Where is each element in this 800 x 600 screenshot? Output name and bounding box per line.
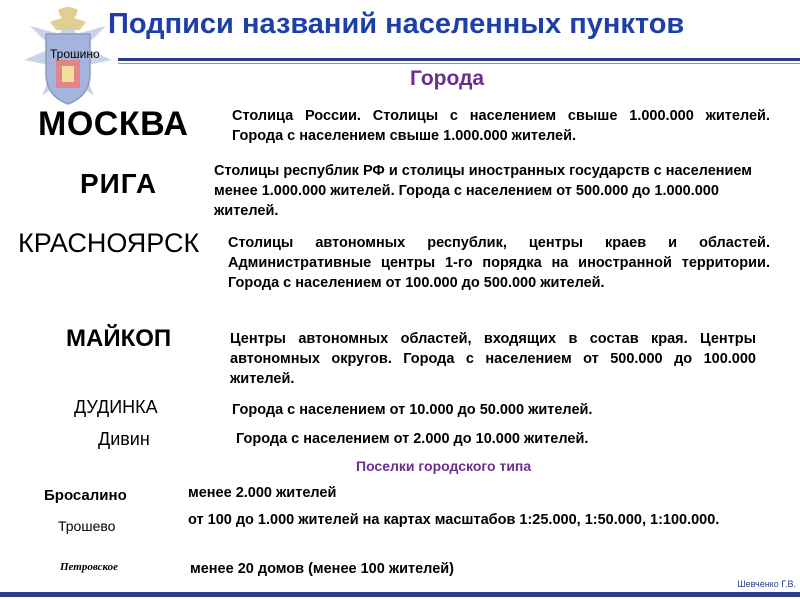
- city-description-riga: Столицы республик РФ и столицы иностранных государств с населением менее 1.000.000 жителей. Города с населением от 500.000 до 1.000.000 жителей.: [214, 163, 753, 219]
- section-heading-cities: Города: [410, 67, 485, 90]
- city-description-moscow: Столица России. Столицы с населением свыше 1.000.000 жителей. Города с населением свыше 1.000.000 жителей.: [232, 108, 770, 144]
- city-label-divin: Дивин: [98, 429, 150, 449]
- settlement-description-brosalino: менее 2.000 жителей: [188, 485, 337, 501]
- settlement-label-brosalino: Бросалино: [44, 487, 127, 504]
- section-heading-settlements: Поселки городского типа: [356, 458, 532, 474]
- city-label-moscow: МОСКВА: [38, 105, 189, 143]
- title-divider: [118, 58, 800, 61]
- city-label-krasnoyarsk: КРАСНОЯРСК: [18, 228, 200, 258]
- city-description-krasnoyarsk: Столицы автономных республик, центры краев и областей. Административные центры 1-го порядка на иностранной территории. Города с населением от 100.000 до 500.000 жителей.: [228, 235, 770, 291]
- emblem-caption: Трошино: [50, 47, 100, 61]
- settlement-label-troshevo: Трошево: [58, 518, 116, 534]
- slide-title: Подписи названий населенных пунктов: [108, 8, 685, 40]
- settlement-description-troshevo: от 100 до 1.000 жителей на картах масштабов 1:25.000, 1:50.000, 1:100.000.: [188, 512, 720, 528]
- city-description-dudinka: Города с населением от 10.000 до 50.000 жителей.: [232, 402, 593, 418]
- city-description-divin: Города с населением от 2.000 до 10.000 жителей.: [236, 431, 589, 447]
- city-label-riga: РИГА: [80, 168, 158, 199]
- settlement-label-petrovskoe: Петровское: [60, 561, 119, 573]
- author-signature: Шевченко Г.В.: [737, 579, 796, 589]
- title-divider-thin: [118, 63, 800, 64]
- city-description-maykop: Центры автономных областей, входящих в состав края. Центры автономных округов. Города с населением от 500.000 до 100.000 жителей.: [230, 331, 756, 387]
- city-label-dudinka: ДУДИНКА: [74, 397, 158, 417]
- city-label-maykop: МАЙКОП: [66, 325, 172, 352]
- footer-divider: [0, 592, 800, 597]
- settlement-description-petrovskoe: менее 20 домов (менее 100 жителей): [190, 561, 455, 577]
